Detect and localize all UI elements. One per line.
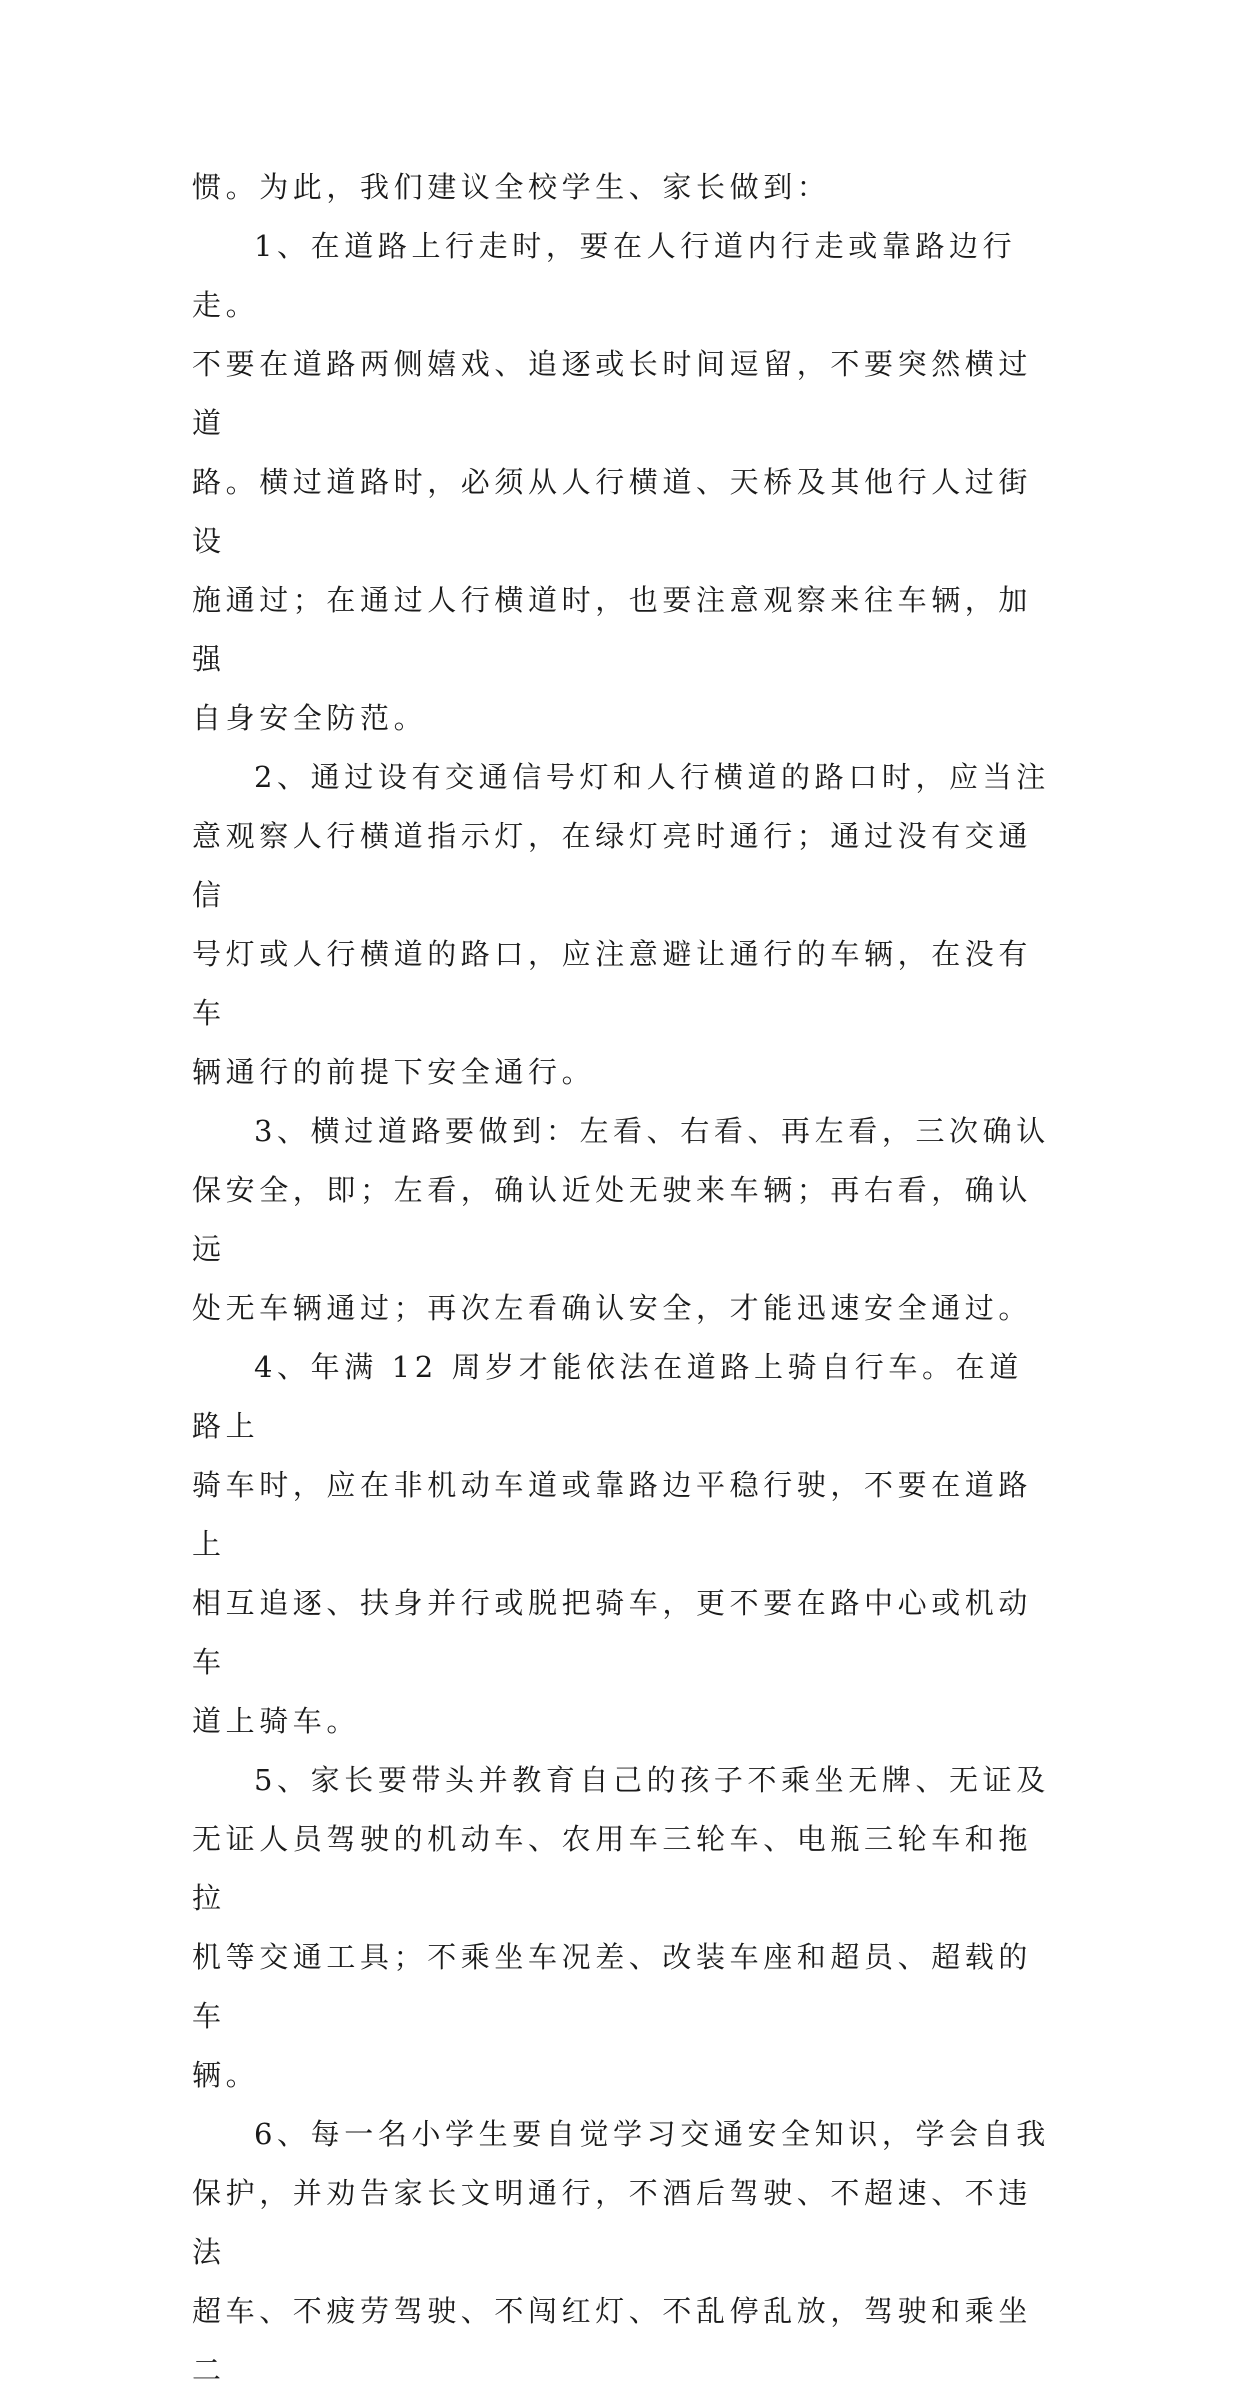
text-line: 道上骑车。 — [192, 1704, 361, 1738]
text-line: 超车、不疲劳驾驶、不闯红灯、不乱停乱放，驾驶和乘坐二 — [192, 2294, 1033, 2387]
text-line: 机等交通工具；不乘坐车况差、改装车座和超员、超载的车 — [192, 1940, 1033, 2033]
text-line: 不要在道路两侧嬉戏、追逐或长时间逗留，不要突然横过道 — [192, 347, 1033, 440]
text-line: 施通过；在通过人行横道时，也要注意观察来往车辆，加强 — [192, 583, 1033, 676]
text-line: 路。横过道路时，必须从人行横道、天桥及其他行人过街设 — [192, 465, 1033, 558]
text-line: 相互追逐、扶身并行或脱把骑车，更不要在路中心或机动车 — [192, 1586, 1033, 1679]
text-line: 3、横过道路要做到：左看、右看、再左看，三次确认 — [254, 1114, 1050, 1148]
paragraph-item-2 — [192, 748, 1050, 1102]
text-line: 骑车时，应在非机动车道或靠路边平稳行驶，不要在道路上 — [192, 1468, 1033, 1561]
text-line: 自身安全防范。 — [192, 701, 428, 735]
text-line: 4、年满 12 周岁才能依法在道路上骑自行车。在道路上 — [192, 1350, 1023, 1443]
text-line: 6、每一名小学生要自觉学习交通安全知识，学会自我 — [254, 2117, 1050, 2151]
paragraph-item-5 — [192, 1751, 1050, 2105]
paragraph-item-6 — [192, 2105, 1050, 2400]
text-line: 辆通行的前提下安全通行。 — [192, 1055, 596, 1089]
text-line: 保安全，即；左看，确认近处无驶来车辆；再右看，确认远 — [192, 1173, 1033, 1266]
text-line: 保护，并劝告家长文明通行，不酒后驾驶、不超速、不违法 — [192, 2176, 1033, 2269]
paragraph-item-3 — [192, 1102, 1050, 1338]
text-line: 5、家长要带头并教育自己的孩子不乘坐无牌、无证及 — [254, 1763, 1050, 1797]
paragraph-item-1 — [192, 217, 1050, 748]
text-line: 辆。 — [192, 2058, 260, 2092]
text-line: 处无车辆通过；再次左看确认安全，才能迅速安全通过。 — [192, 1291, 1033, 1325]
paragraph-item-4 — [192, 1338, 1050, 1751]
text-line: 2、通过设有交通信号灯和人行横道的路口时，应当注 — [254, 760, 1050, 794]
text-line: 意观察人行横道指示灯，在绿灯亮时通行；通过没有交通信 — [192, 819, 1033, 912]
document-body — [192, 158, 1050, 2400]
paragraph-intro — [192, 158, 1050, 217]
text-line: 无证人员驾驶的机动车、农用车三轮车、电瓶三轮车和拖拉 — [192, 1822, 1033, 1915]
text-line: 惯。为此，我们建议全校学生、家长做到： — [192, 170, 831, 204]
text-line: 1、在道路上行走时，要在人行道内行走或靠路边行走。 — [192, 229, 1017, 322]
text-line: 号灯或人行横道的路口，应注意避让通行的车辆，在没有车 — [192, 937, 1033, 1030]
